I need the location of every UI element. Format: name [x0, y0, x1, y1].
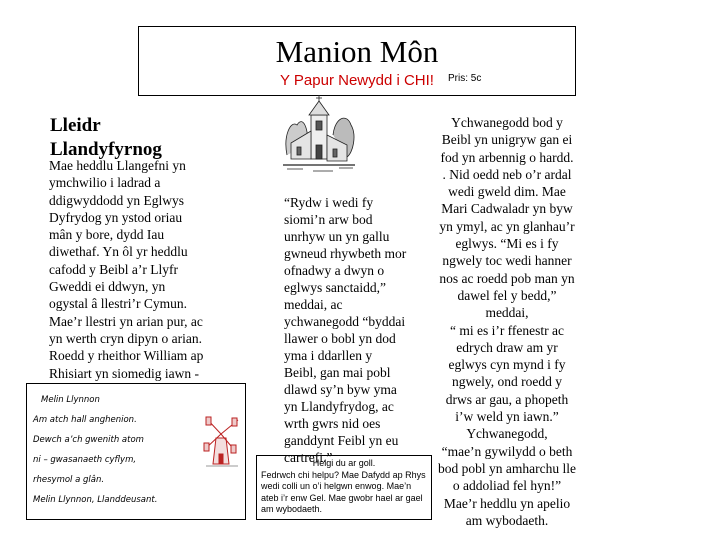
text-line: yn werth cryn dipyn o arian.: [49, 330, 202, 346]
text-line: “mae’n gywilydd o beth: [441, 443, 573, 459]
text-line: eglwys cyn mynd i fy: [448, 357, 566, 373]
lost-notice-line: ateb i’r enw Gel. Mae gwobr hael ar gael: [261, 492, 423, 503]
text-line: cafodd y Beibl a’r Llyfr: [49, 261, 178, 277]
article-column-3: [418, 114, 596, 529]
text-line: fod yn arbennig o hardd.: [440, 149, 574, 165]
text-line: diwethaf. Yn ôl yr heddlu: [49, 244, 188, 260]
text-line: Rhisiart yn siomedig iawn -: [49, 365, 199, 381]
advert-line: Melin Llynnon: [41, 395, 100, 405]
text-line: unrhyw un yn gallu: [284, 229, 390, 244]
text-line: nos ac roedd pob man yn: [439, 270, 575, 286]
headline-line: Lleidr: [50, 115, 101, 136]
article-headline: [50, 114, 250, 162]
advert-line: Dewch a’ch gwenith atom: [33, 435, 144, 445]
newspaper-subtitle: Y Papur Newydd i CHI!: [280, 72, 434, 89]
text-line: ogystal â llestri’r Cymun.: [49, 296, 187, 312]
lost-notice-title: Helgi du ar goll.: [312, 458, 376, 468]
text-line: ymchwilio i ladrad a: [49, 175, 161, 191]
text-line: eglwys. “Mi es i fy: [455, 236, 559, 252]
text-line: Ychwanegodd,: [466, 426, 548, 442]
text-line: . Nid oedd neb o’r ardal: [442, 166, 572, 182]
masthead-box: [138, 26, 576, 96]
text-line: yn Llandyfrydog, ac: [284, 399, 394, 414]
text-line: Ychwanegodd bod y: [451, 115, 563, 130]
text-line: Mari Cadwaladr yn byw: [441, 201, 573, 217]
newspaper-title: Manion Môn: [275, 34, 439, 69]
advert-line: Am atch hall anghenion.: [33, 415, 137, 425]
text-line: siomi’n arw bod: [284, 212, 373, 227]
text-line: Mae’r llestri yn arian pur, ac: [49, 313, 203, 329]
text-line: Beibl, gan mai pobl: [284, 365, 391, 380]
text-line: Mae’r heddlu yn apelio: [443, 495, 571, 511]
article-column-1: [49, 157, 269, 382]
advert-line: ni – gwasanaeth cyflym,: [33, 455, 137, 465]
text-line: Beibl yn unigryw gan ei: [441, 132, 573, 148]
church-illustration-icon: [283, 95, 355, 177]
text-line: o addoliad fel hyn!”: [452, 478, 562, 494]
text-line: dawel fel y bedd,”: [457, 287, 557, 303]
text-line: meddai, ac: [284, 297, 343, 312]
text-line: ngwely toc wedi hanner: [442, 253, 572, 269]
text-line: ngwely, ond roedd y: [451, 374, 563, 390]
text-line: edrych draw am yr: [456, 339, 558, 355]
price-label: Pris: 5c: [448, 73, 482, 84]
text-line: mân y bore, dydd Iau: [49, 227, 165, 243]
text-line: i’w weld yn iawn.”: [455, 409, 559, 425]
text-line: drws ar gau, a phopeth: [445, 391, 569, 407]
text-line: Mae heddlu Llangefni yn: [49, 158, 186, 173]
text-line: Roedd y rheithor William ap: [49, 348, 204, 364]
lost-dog-notice: [256, 455, 432, 520]
text-line: llawer o bobl yn dod: [284, 331, 396, 346]
text-line: yn ymyl, ac yn glanhau’r: [439, 218, 575, 234]
headline-line: Llandyfyrnog: [50, 139, 162, 160]
lost-notice-line: Fedrwch chi helpu? Mae Dafydd ap Rhys: [261, 469, 426, 480]
text-line: cartrefi.”: [284, 450, 333, 465]
windmill-icon: [200, 412, 242, 472]
advert-line: rhesymol a glân.: [33, 475, 105, 485]
text-line: Gweddi ei ddwyn, yn: [49, 279, 166, 295]
advert-line: Melin Llynnon, Llanddeusant.: [33, 495, 158, 505]
text-line: ychwanegodd “byddai: [284, 314, 406, 329]
lost-notice-line: wedi colli un o’i helgwn enwog. Mae’n: [261, 481, 412, 491]
lost-notice-line: am wybodaeth.: [261, 504, 323, 514]
text-line: Dyfrydog yn ystod oriau: [49, 209, 183, 225]
text-line: dlawd sy’n byw yma: [284, 382, 397, 397]
text-line: eglwys sanctaidd,”: [284, 280, 386, 295]
text-line: wrth gwrs nid oes: [284, 416, 381, 431]
text-line: ddigwyddodd yn Eglwys: [49, 192, 184, 208]
text-line: bod pobl yn amharchu lle: [438, 460, 576, 476]
text-line: ganddynt Feibl yn eu: [284, 433, 399, 448]
text-line: am wybodaeth.: [465, 512, 549, 528]
text-line: yma i ddarllen y: [284, 348, 373, 363]
text-line: “Rydw i wedi fy: [284, 195, 374, 210]
text-line: gwneud rhywbeth mor: [284, 246, 407, 261]
text-line: ofnadwy a dwyn o: [284, 263, 385, 278]
text-line: wedi gweld dim. Mae: [448, 184, 566, 200]
text-line: meddai,: [485, 305, 529, 321]
text-line: “ mi es i’r ffenestr ac: [449, 322, 565, 338]
